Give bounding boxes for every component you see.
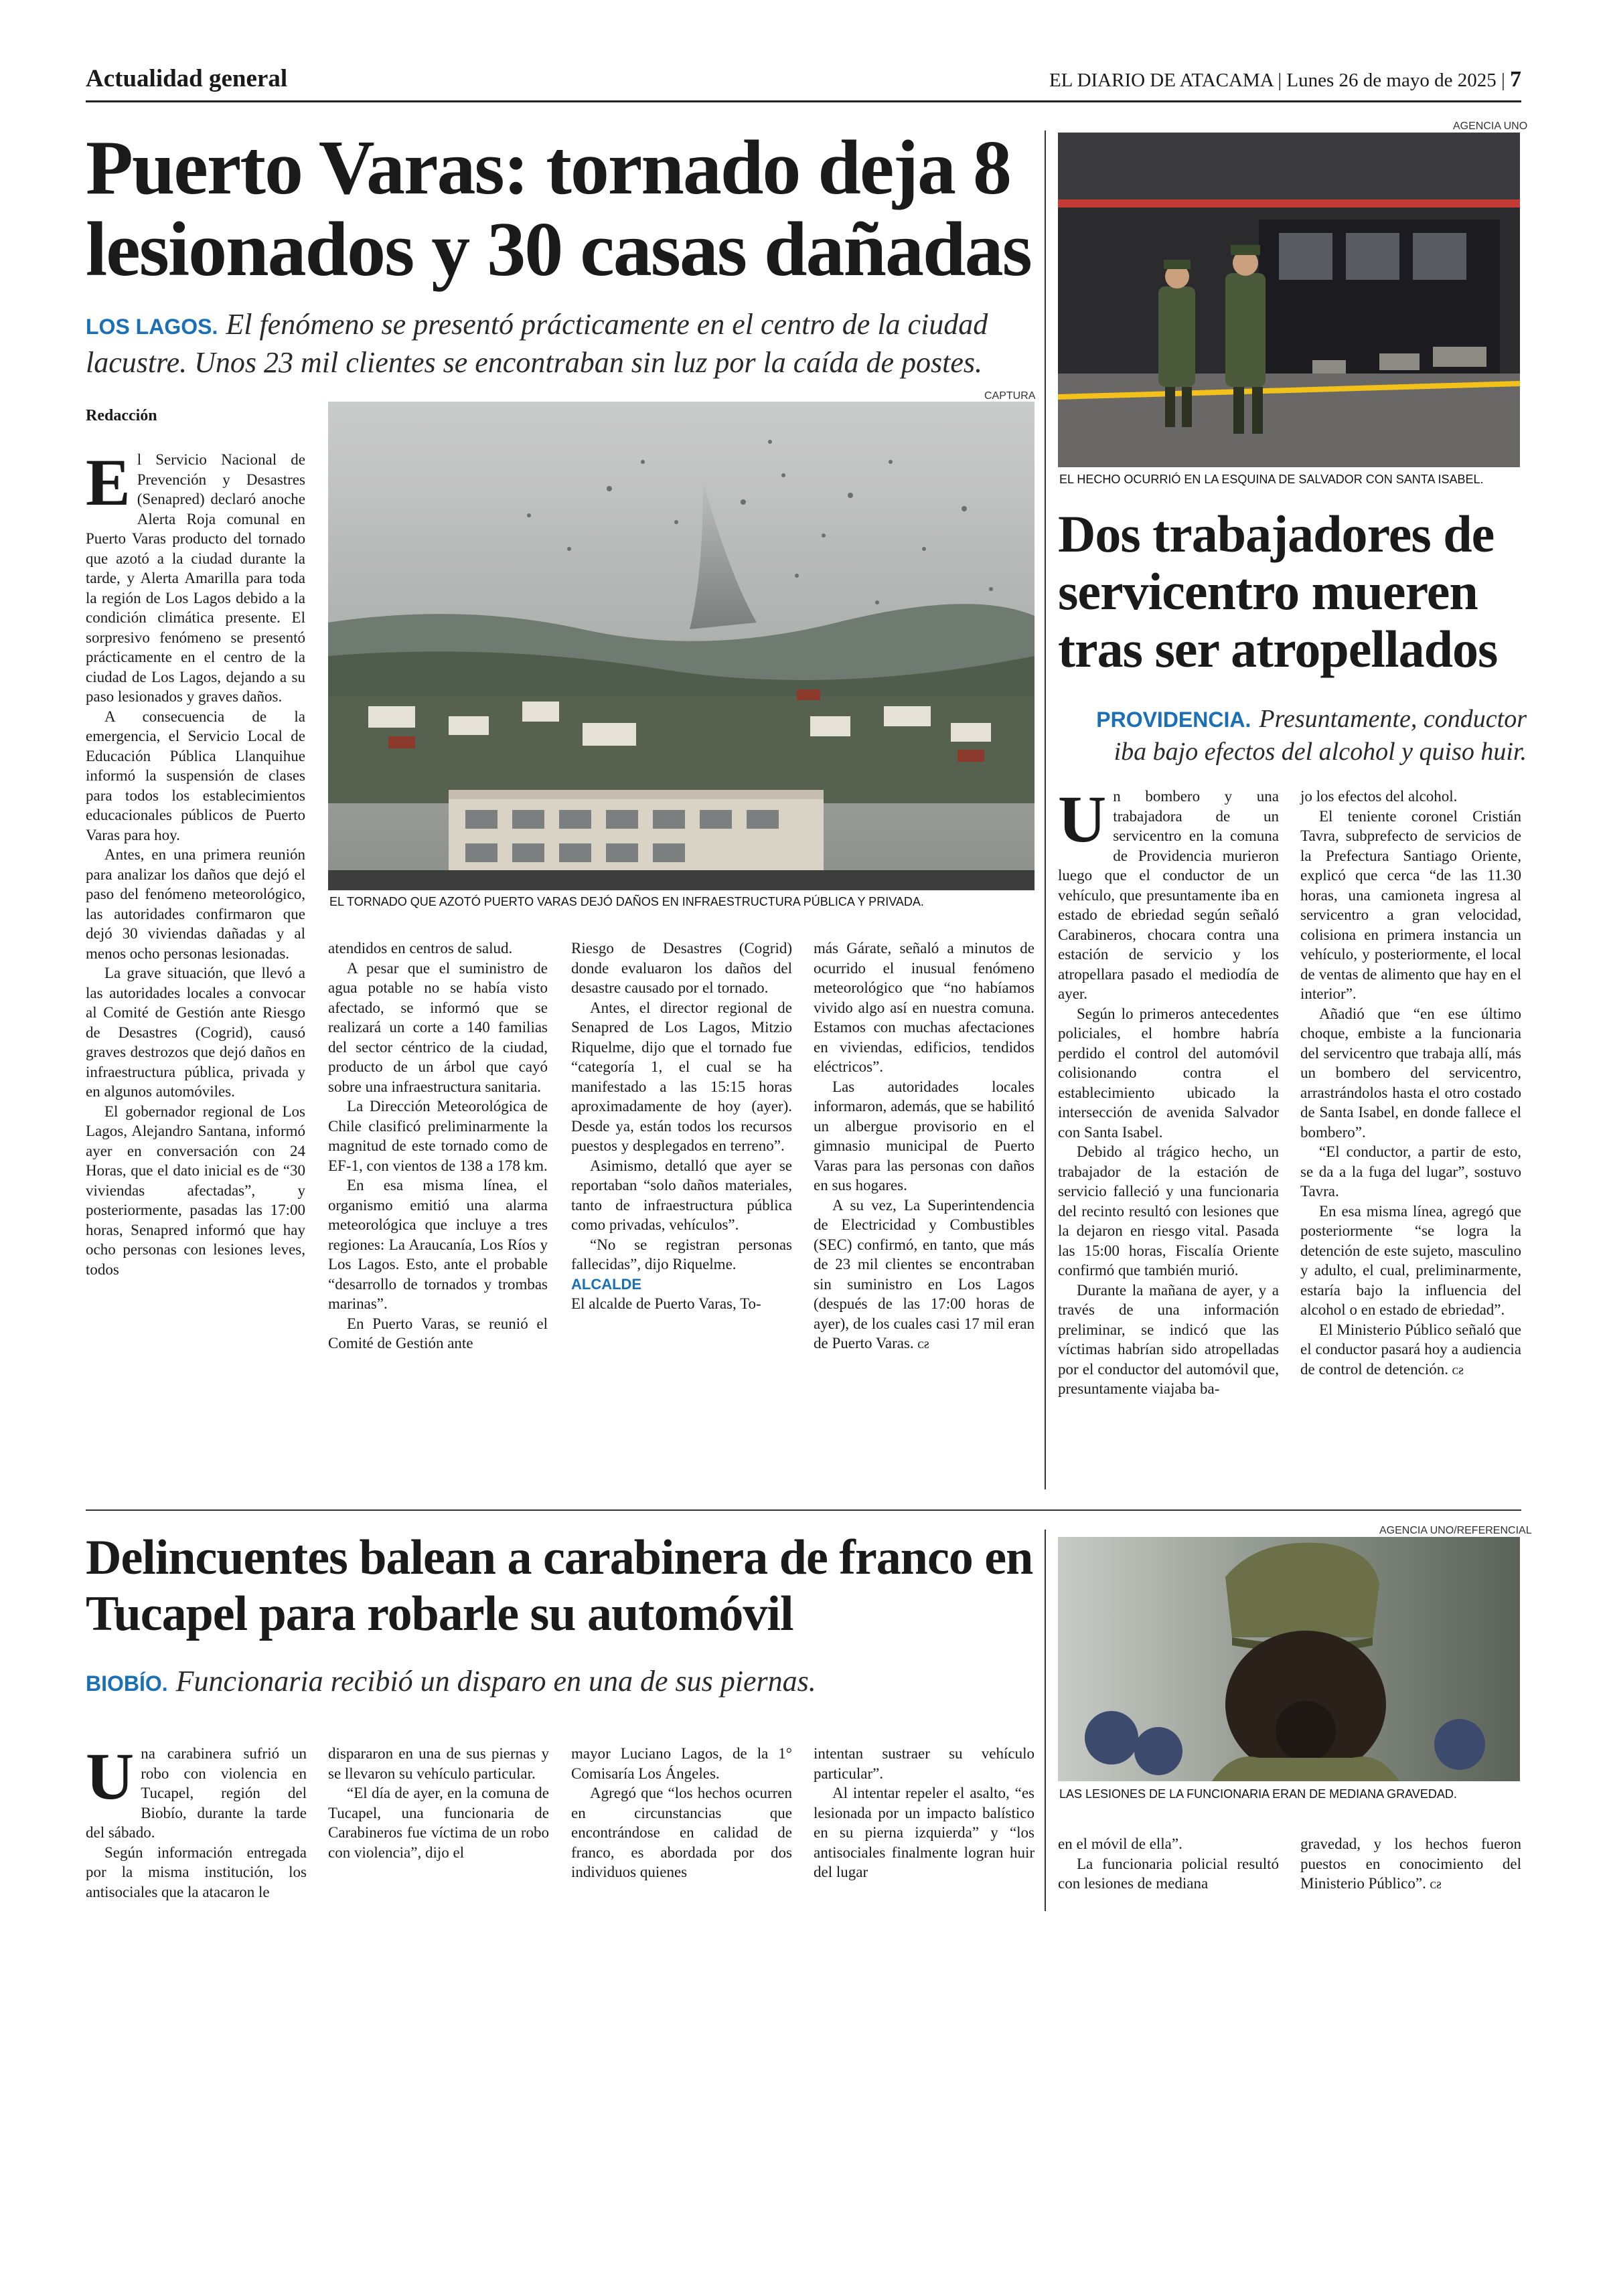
story1-col4-p2: Las autoridades locales informaron, además, que se habilitó un albergue provisorio en el gimnasio municipal de Puerto Varas para las personas con daños en sus hogares.: [814, 1078, 1035, 1194]
story1-byline: Redacción: [86, 407, 157, 424]
story3-col5-p1: en el móvil de ella”.: [1058, 1835, 1182, 1852]
story2-lede: [1058, 703, 1527, 768]
story1-col3-p1: Riesgo de Desastres (Cogrid) donde evaluaron los daños del desastre causado por el tornado.: [571, 940, 792, 996]
story2-col2-p1: jo los efectos del alcohol.: [1300, 788, 1458, 805]
story1-kicker: LOS LAGOS.: [86, 315, 218, 339]
story3-col3-p2: Agregó que “los hechos ocurren en circunstancias que encontrándose en calidad de franco, es abordada por dos individuos quienes: [571, 1785, 792, 1880]
story2-col1-p3: Debido al trágico hecho, un trabajador de la estación de servicio falleció y una funcionaria del recinto resultó con lesiones que la dejaron en riesgo vital. Pasada las 15:00 horas, Fiscalía Oriente confirmó que también murió.: [1058, 1143, 1279, 1279]
story2-column-2: [1300, 787, 1521, 1380]
story1-col4-p1: más Gárate, señaló a minutos de ocurrido el inusual fenómeno meteorológico que “no habíamos vivido algo así en nuestra comuna. Estamos con muchas afectaciones en viviendas, edificios, tendidos eléctricos”.: [814, 940, 1035, 1075]
story2-photo-servicentro: [1058, 133, 1520, 467]
story1-column-1: [86, 445, 305, 1279]
story2-end-mark: ᴄƨ: [1452, 1362, 1464, 1378]
story2-photo-caption: EL HECHO OCURRIÓ EN LA ESQUINA DE SALVADOR CON SANTA ISABEL.: [1059, 473, 1484, 486]
story1-photo-tornado: [328, 402, 1035, 890]
story1-column-3: [571, 938, 792, 1314]
story1-lede: [86, 307, 1037, 381]
page-number: 7: [1510, 67, 1521, 92]
story1-col1-p3: Antes, en una primera reunión para analizar los daños que dejó el paso del fenómeno meteorológico, las autoridades confirmaron que dejó 30 viviendas dañadas y al menos ocho personas lesionadas.: [86, 846, 305, 962]
story1-subhead-alcalde: ALCALDE: [571, 1275, 642, 1293]
story1-column-2: [328, 938, 548, 1354]
story1-col2-p1: atendidos en centros de salud.: [328, 940, 513, 957]
story1-end-mark: ᴄƨ: [917, 1337, 929, 1351]
story2-headline: Dos trabajadores de servicentro mueren tras ser atropellados: [1058, 505, 1498, 678]
story1-column-4: [814, 938, 1035, 1355]
story2-column-1: [1058, 782, 1279, 1399]
servicentro-image: [1058, 133, 1520, 467]
story1-col1-p2: A consecuencia de la emergencia, el Servicio Local de Educación Pública Llanquihue informó la suspensión de clases para todos los establecimientos educacionales públicos de Puerto Varas para hoy.: [86, 708, 305, 843]
story1-headline: Puerto Varas: tornado deja 8 lesionados y 30 casas dañadas: [86, 125, 1031, 293]
story3-lede: [86, 1663, 1037, 1702]
story3-col2-p2: “El día de ayer, en la comuna de Tucapel, una funcionaria de Carabineros fue víctima de un robo con violencia”, dijo el: [328, 1785, 549, 1861]
story3-col4-p1: intentan sustraer su vehículo particular”.: [814, 1745, 1035, 1782]
masthead-text: EL DIARIO DE ATACAMA | Lunes 26 de mayo de 2025 |: [1049, 70, 1505, 91]
column-divider-top: [1045, 131, 1046, 1489]
story1-col3-p2: Antes, el director regional de Senapred de Los Lagos, Mitzio Riquelme, dijo que el tornado fue “categoría 1, el cual se ha manifestado a las 15:15 horas aproximadamente de hoy (ayer). Desde ya, están todos los recursos puestos y desplegados en terreno”.: [571, 999, 792, 1154]
story2-col2-p4: “El conductor, a partir de esto, se da a la fuga del lugar”, sostuvo Tavra.: [1300, 1143, 1521, 1200]
story2-lede-text: Presuntamente, conductor iba bajo efectos del alcohol y quiso huir.: [1114, 705, 1527, 766]
story3-column-6: [1300, 1834, 1521, 1895]
story3-column-4: [814, 1744, 1035, 1882]
story2-col2-p5: En esa misma línea, agregó que posteriormente “se logra la detención de este sujeto, masculino y adulto, el cual, preliminarmente, estaría bajo la influencia del alcohol o en estado de ebriedad”.: [1300, 1202, 1521, 1318]
story2-col1-p2: Según lo primeros antecedentes policiales, el hombre habría perdido el control del automóvil colisionando contra el establecimiento ubicado la intersección de avenida Salvador con Santa Isabel.: [1058, 1005, 1279, 1141]
story2-col2-p6: El Ministerio Público señaló que el conductor pasará hoy a audiencia de control de detención.: [1300, 1321, 1521, 1378]
story3-photo-caption: LAS LESIONES DE LA FUNCIONARIA ERAN DE MEDIANA GRAVEDAD.: [1059, 1787, 1457, 1801]
story3-col1-p1: na carabinera sufrió un robo con violencia en Tucapel, región del Biobío, durante la tarde del sábado.: [86, 1745, 307, 1841]
story1-col2-p2: A pesar que el suministro de agua potable no se había visto afectado, se informó que se realizará un corte a 140 familias del sector céntrico de la ciudad, producto de un árbol que cayó sobre una infraestructura sanitaria.: [328, 959, 548, 1095]
story3-end-mark: ᴄƨ: [1430, 1877, 1442, 1892]
story3-col4-p2: Al intentar repeler el asalto, “es lesionada por un impacto balístico en su pierna izquierda” y “los antisociales finalmente logran huir del lugar: [814, 1785, 1035, 1880]
story1-col4-p3: A su vez, La Superintendencia de Electricidad y Combustibles (SEC) confirmó, en tanto, que más de 23 mil clientes se encontraban sin suministro en Los Lagos (después de las 17:00 horas de ayer), de los cuales casi 17 mil eran de Puerto Varas.: [814, 1196, 1035, 1351]
story1-col1-p4: La grave situación, que llevó a las autoridades locales a convocar al Comité de Gestión ante Riesgo de Desastres (Cogrid), causó graves destrozos que dejó daños en infraestructura pública, privada y en algunos automóviles.: [86, 965, 305, 1100]
story3-col3-p1: mayor Luciano Lagos, de la 1° Comisaría Los Ángeles.: [571, 1745, 792, 1782]
story3-kicker: BIOBÍO.: [86, 1671, 168, 1696]
story1-col1-p1: l Servicio Nacional de Prevención y Desastres (Senapred) declaró anoche Alerta Roja comunal en Puerto Varas producto del tornado que azotó a la ciudad durante la tarde, y Alerta Amarilla para toda la región de Los Lagos debido a la condición climática presente. El sorpresivo fenómeno se presentó prácticamente en el centro de la ciudad de Los Lagos, dejando a su paso lesionados y graves daños.: [86, 451, 305, 705]
story3-col2-p1: dispararon en una de sus piernas y se llevaron su vehículo particular.: [328, 1745, 549, 1782]
tornado-image: [328, 402, 1035, 890]
story1-photo-caption: EL TORNADO QUE AZOTÓ PUERTO VARAS DEJÓ DAÑOS EN INFRAESTRUCTURA PÚBLICA Y PRIVADA.: [329, 895, 924, 908]
story2-kicker: PROVIDENCIA.: [1096, 708, 1251, 732]
story2-col2-p2: El teniente coronel Cristián Tavra, subprefecto de servicios de la Prefectura Santiago Oriente, explicó que cerca “de las 11.30 horas, una camioneta ingresa al servicentro a gran velocidad, colisiona en primera instancia un vehículo, y posteriormente, el local de ventas de alimento que hay en el interior”.: [1300, 807, 1521, 1002]
story3-photo-carabinera: [1058, 1537, 1520, 1781]
story1-col2-p4: En esa misma línea, el organismo emitió una alarma meteorológica que incluye a tres regiones: La Araucanía, Los Ríos y Los Lagos. Esto, ante el probable “desarrollo de tornados y trombas marinas”.: [328, 1177, 548, 1312]
story3-column-2: [328, 1744, 549, 1862]
story3-photo-credit: AGENCIA UNO/REFERENCIAL: [1379, 1525, 1532, 1536]
story3-column-5: [1058, 1834, 1279, 1894]
story1-col3-after: El alcalde de Puerto Varas, To-: [571, 1295, 761, 1312]
story3-col5-p2: La funcionaria policial resultó con lesiones de mediana: [1058, 1855, 1279, 1892]
story2-col1-p4: Durante la mañana de ayer, y a través de una información preliminar, se indicó que las víctimas habrían sido atropelladas por el conductor del automóvil que, presuntamente viajaba ba-: [1058, 1281, 1279, 1397]
story3-col6-p1: gravedad, y los hechos fueron puestos en conocimiento del Ministerio Público”.: [1300, 1835, 1521, 1892]
story3-dropcap: U: [86, 1739, 135, 1813]
header-rule: [86, 100, 1521, 102]
story3-column-3: [571, 1744, 792, 1882]
section-label: Actualidad general: [86, 65, 288, 92]
section-divider: [86, 1509, 1521, 1511]
carabinera-image: [1058, 1537, 1520, 1781]
story3-headline: Delincuentes balean a carabinera de franco en Tucapel para robarle su automóvil: [86, 1530, 1033, 1641]
story1-lede-text: El fenómeno se presentó prácticamente en el centro de la ciudad lacustre. Unos 23 mil clientes se encontraban sin luz por la caída de postes.: [86, 308, 988, 379]
story1-photo-credit: CAPTURA: [984, 390, 1036, 402]
story2-col1-p1: n bombero y una trabajadora de un servicentro en la comuna de Providencia murieron luego que el conductor de un vehículo, que presuntamente iba en estado de ebriedad según señaló Carabineros, chocara contra una estación de servicio y los atropellara pasado el mediodía de ayer.: [1058, 788, 1279, 1002]
story1-col2-p3: La Dirección Meteorológica de Chile clasificó preliminarmente la magnitud de este tornado como de EF-1, con vientos de 138 a 178 km.: [328, 1098, 548, 1174]
story1-col1-p5: El gobernador regional de Los Lagos, Alejandro Santana, informó ayer en conversación con 24 Horas, que el dato inicial es de “30 viviendas afectadas”, y posteriormente, pasadas las 17:00 horas, Senapred informó que hay ocho personas con lesiones leves, todos: [86, 1102, 305, 1278]
masthead: [1049, 67, 1521, 92]
column-divider-bottom: [1045, 1530, 1046, 1911]
story3-lede-text: Funcionaria recibió un disparo en una de sus piernas.: [175, 1665, 816, 1698]
story3-col1-p2: Según información entregada por la misma institución, los antisociales que la atacaron le: [86, 1843, 307, 1900]
story1-col3-p3: Asimismo, detalló que ayer se reportaban “solo daños materiales, tanto de infraestructura pública como privadas, vehículos”.: [571, 1157, 792, 1233]
story1-col3-p4: “No se registran personas fallecidas”, dijo Riquelme.: [571, 1236, 792, 1273]
story2-col2-p3: Añadió que “en ese último choque, embiste a la funcionaria del servicentro que trabaja allí, más un bombero del servicentro, arrastrándolos hasta el otro costado de Santa Isabel, en donde fallece el bombero”.: [1300, 1005, 1521, 1141]
story2-photo-credit: AGENCIA UNO: [1453, 120, 1528, 132]
story1-dropcap: E: [86, 445, 131, 519]
story1-col2-p5: En Puerto Varas, se reunió el Comité de Gestión ante: [328, 1315, 548, 1351]
story2-dropcap: U: [1058, 782, 1107, 856]
story3-column-1: [86, 1739, 307, 1902]
